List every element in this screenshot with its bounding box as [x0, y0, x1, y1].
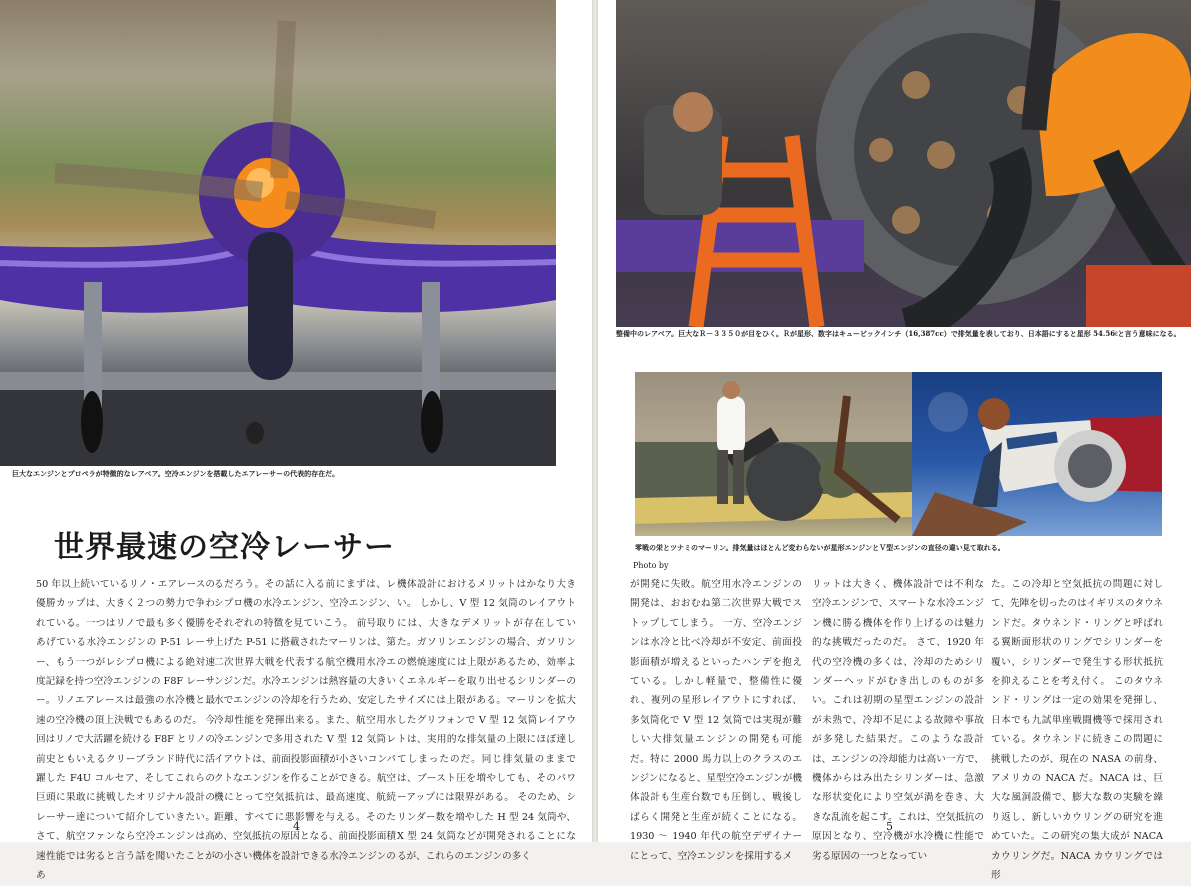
photo-merlin-engine [912, 372, 1162, 536]
page-number: 5 [886, 820, 893, 833]
photo-caption: 整備中のレアベア。巨大なＲ－３３５０が目をひく。Ｒが星形、数字はキュービックインチ（16,387cc）で排気量を表しており、日本語にすると星形 54.56ℓと言う意味になる。 [616, 329, 1181, 338]
photo-rare-bear-front-art [0, 0, 556, 466]
page-number: 4 [293, 820, 300, 833]
photo-caption: 零戦の栄とツナミのマーリン。排気量はほとんど変わらないが星形エンジンとＶ型エンジンの直径の違い見て取れる。 [635, 543, 1005, 552]
photo-zero-merlin [635, 372, 912, 536]
photo-engine-maintenance-art [616, 0, 1191, 327]
body-column: が開発に失敗。航空用水冷エンジンの開発は、おおむね第二次世界大戦でストップしてしまう。 一方、空冷エンジンは水冷と比べ冷却が不安定、前面投影面積が増えるといったハンデを抱えている。しかし軽量で、整備性に優れ、複列の星形レイアウトにすれば、多気筒化で V 型 12 気筒では実現が難しい大排気量エンジンの開発も可能だ。特に 2000 馬力以上のクラスのエンジンになると、星型空冷エンジンが機体設計も生産台数でも圧倒し、戦後しばらく開発と生産が続くことになる。 1930 ～ 1940 年代の航空デザイナーにとって、空冷エンジンを採用するメ [630, 579, 802, 862]
photo-rare-bear-front [0, 0, 556, 466]
photo-zero-merlin-art [635, 372, 912, 536]
body-column: るだろう。その話に入る前にまずは、レシプロ機の水冷エンジン、空冷エンジン、それぞれの特徴を見ていこう。 前号取り上げた P-51 に搭載されたマーリンは、第二次世界大戦を代表する航空機用水冷エンジンだ。水冷エンジンは熱容量の大きい水でエンジンの冷却を行うため、安定した冷却性能を発揮出来る。また、航空用水冷エンジンで多用された V 型 12 気筒レイアウトは、前面投影面積が小さいコンパクトなエンジンを作ることができる。航空機にとって空気抵抗は、最高速度、航続距離、すべてに悪影響を与える。そのため、空気抵抗の原因となる、前面投影面積の小さい機体を設計できる水冷エンジンの [214, 579, 396, 862]
body-column: リットは大きく、機体設計では不利な空冷エンジンで、スマートな水冷エンジン機に勝る機体を作り上げるのは魅力的な挑戦だったのだ。 さて、1920 年代の空冷機の多くは、冷却のためシリンダーヘッドがむき出しのものが多い。これは初期の星型エンジンの設計が未熟で、冷却不足による故障や事故が多発した結果だ。このような設計は、エンジンの冷却能力は高い一方で、機体からはみ出たシリンダーは、急激な形状変化により空気が渦を巻き、大きな乱流を起こす。これは、空気抵抗の原因となり、空冷機が水冷機に性能で劣る原因の一つとなってい [812, 579, 985, 862]
left-page [0, 0, 592, 882]
article-title: 世界最速の空冷レーサー [54, 530, 395, 565]
right-page [598, 0, 1191, 882]
photo-merlin-engine-art [912, 372, 1162, 536]
photo-engine-maintenance [616, 0, 1191, 327]
body-column: 機体設計におけるメリットはかなり大きい。 しかし、V 型 12 気筒のレイアウトには、大きなデメリットが存在していた。ガソリンエンジンの場合、ガソリンの燃焼速度には上限があるため、効率よくエネルギーを取り出せるシリンダーのサイズには上限がある。マーリンを拡大したグリフォンで V 型 12 気筒レイアウトは、実用的な排気量の上限にほぼ達してしまったのだ。同じ排気量のままでは、ブースト圧を増やしても、そのパワーアップには限界がある。 そのため、シリンダー数を増やした H 型 24 気筒や、X 型 24 気筒などが開発されることになるが、これらのエンジンの多く [397, 579, 576, 862]
body-column: 50 年以上続いているリノ・エアレースの優勝カップは、大きく２つの勢力で争われている。一つはリノで最も多く優勝をあげている水冷エンジンの P-51 レーサー、もう一つがレシプロ機による絶対速度記録を持つ空冷エンジンの F8F レーサー。リノエアレースは最強の水冷機と最速の空冷機の頂上決戦でもあるのだ。 今回はリノで大活躍を続ける F8F とリノの前史ともいえるクリーブランド時代に活躍した F4U コルセア、そしてこれらの巨頭に果敢に挑戦したオリジナル設計のレーサー達について紹介していきたい。 さて、航空ファンなら空冷エンジンは高速性能では劣ると言う話を聞いたことがあ [36, 579, 215, 882]
body-column: た。この冷却と空気抵抗の問題に対して、先陣を切ったのはイギリスのタウネンドだ。タウネンド・リングと呼ばれる翼断面形状のリングでシリンダーを覆い、シリンダーで発生する形状抵抗を抑えることを考え付く。 このタウネンド・リングは一定の効果を発揮し、日本でも九試単座戦闘機等で採用されている。タウネンドに続きこの問題に挑戦したのが、現在の NASA の前身、アメリカの NACA だ。NACA は、巨大な風洞設備で、膨大な数の実験を繰り返し、新しいカウリングの研究を進めていた。この研究の集大成が NACA カウリングだ。NACA カウリングでは形 [991, 579, 1164, 882]
photo-credit: Photo by [633, 561, 669, 570]
photo-caption: 巨大なエンジンとプロペラが特徴的なレアベア。空冷エンジンを搭載したエアレーサーの代表的存在だ。 [12, 469, 340, 478]
